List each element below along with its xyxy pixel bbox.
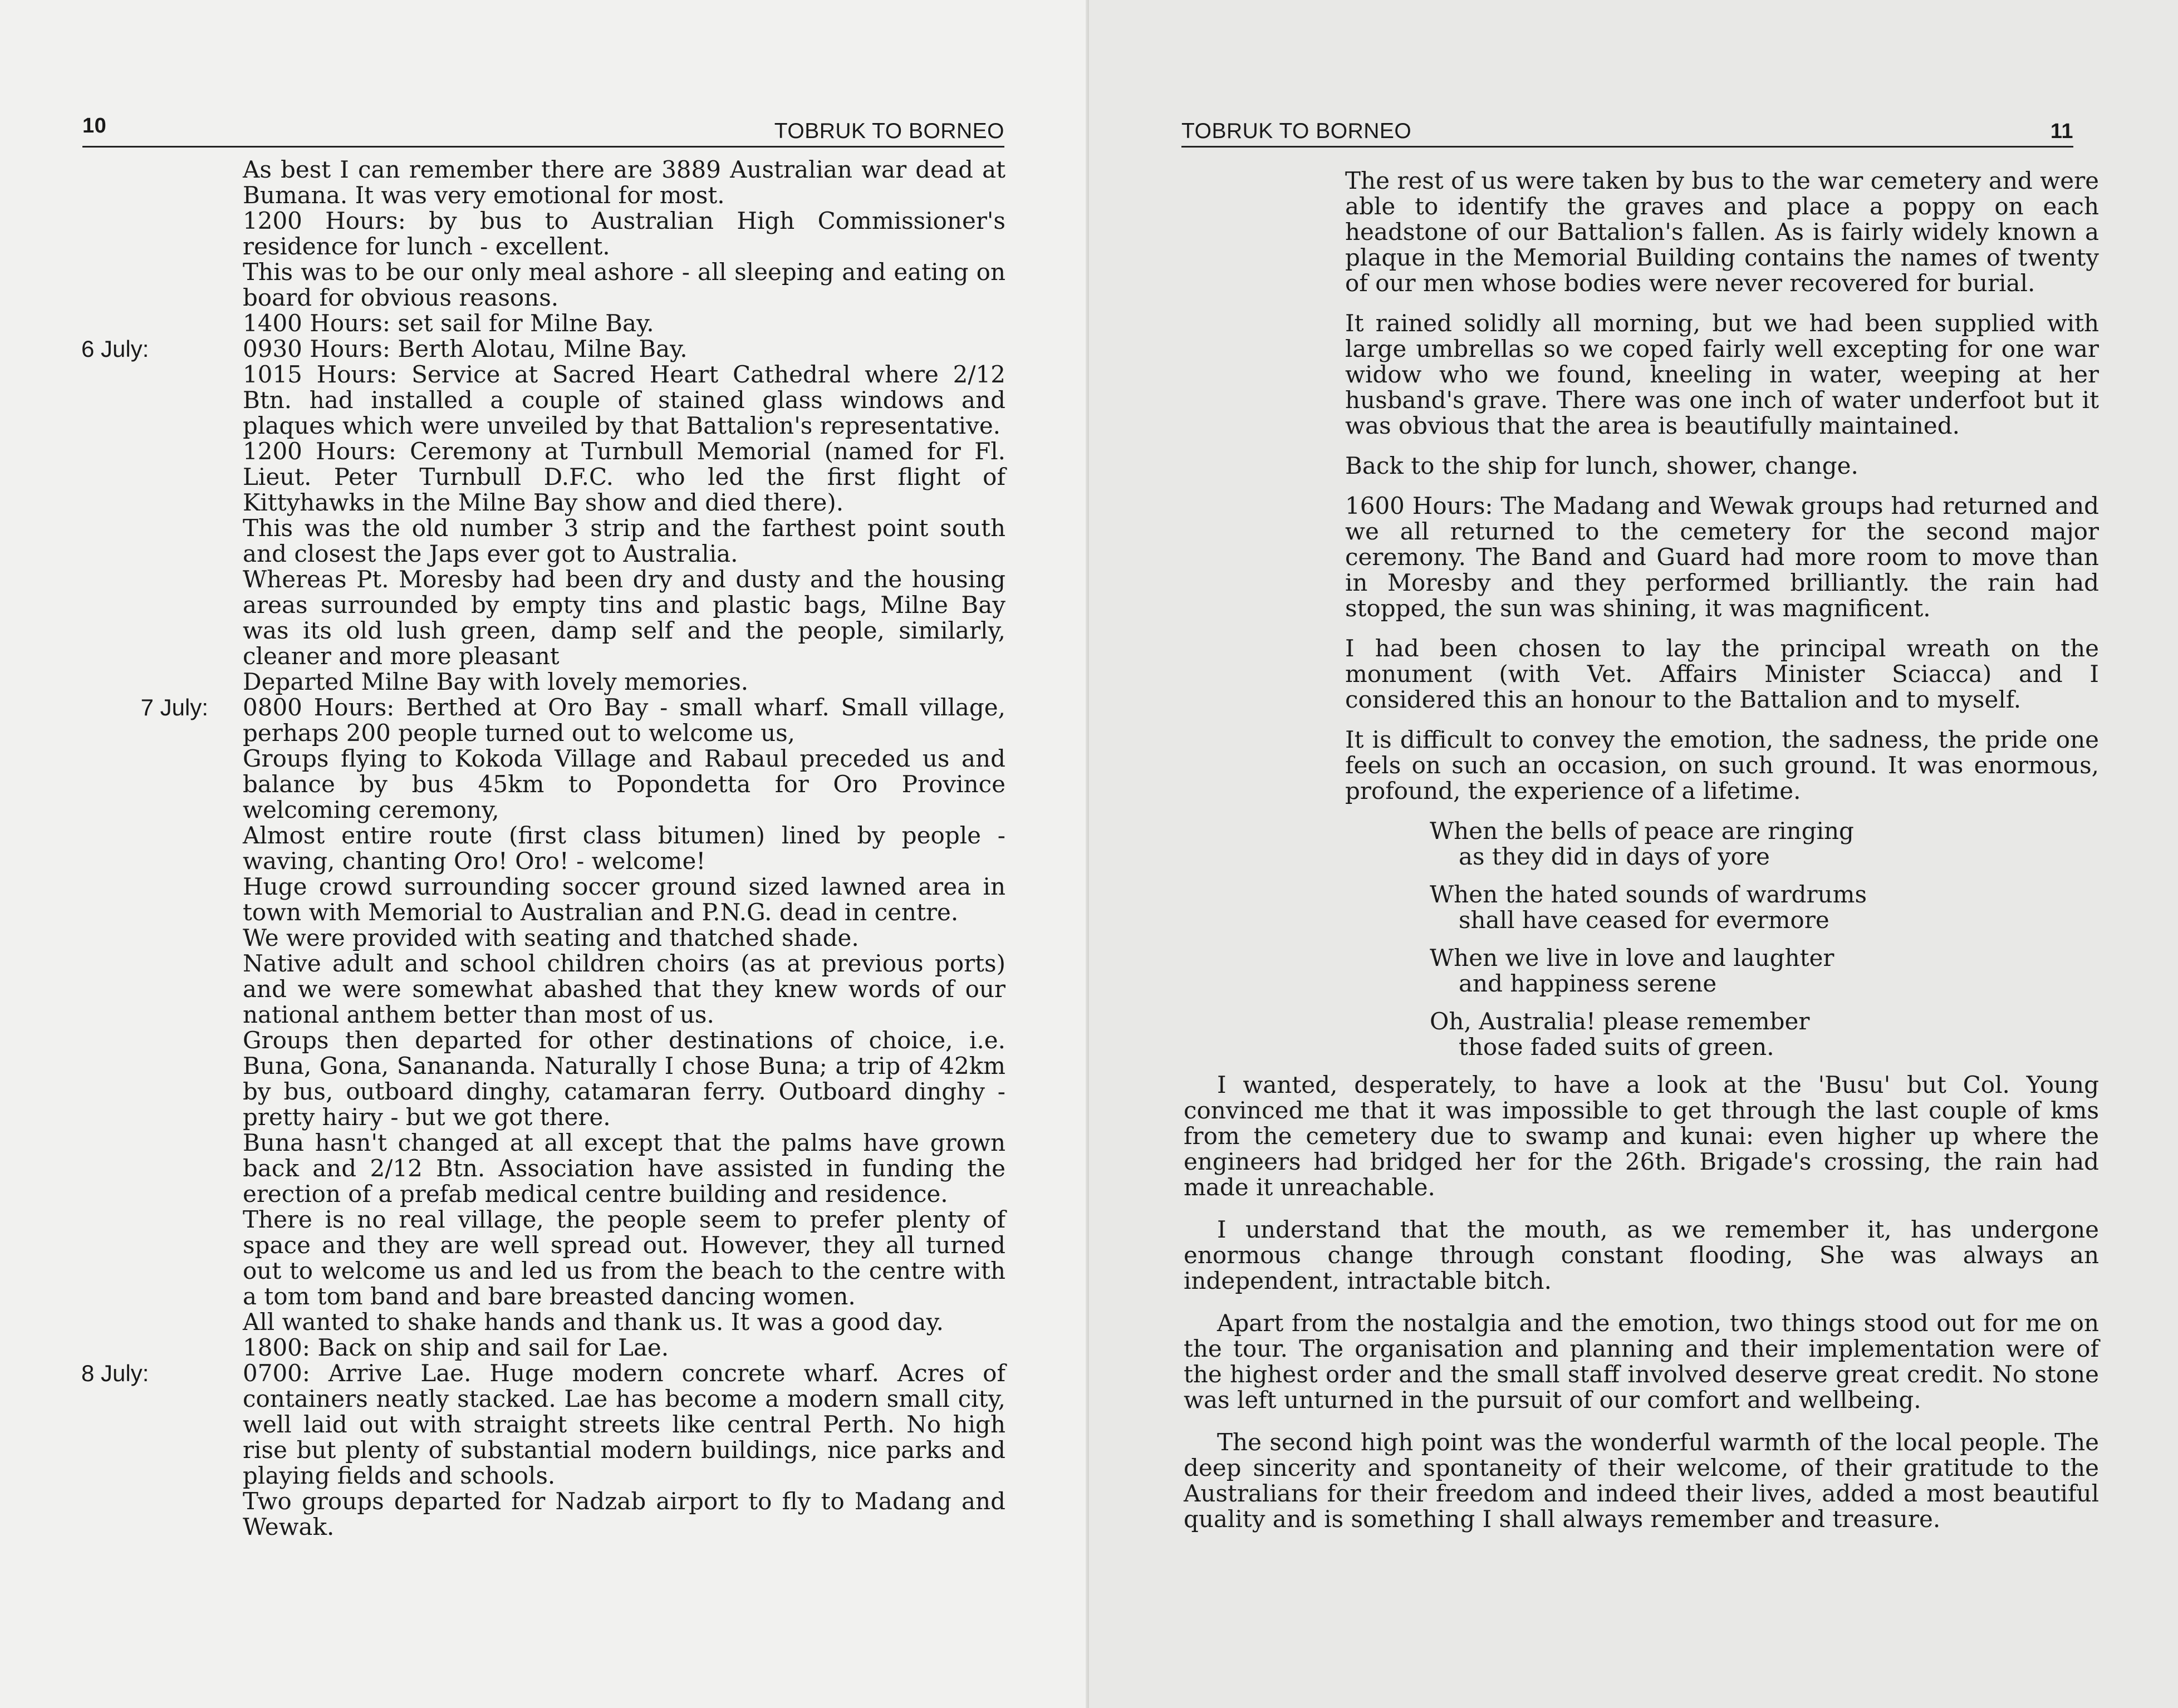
poem-line: When the hated sounds of wardrums: [1430, 881, 1867, 908]
entry-text: Groups flying to Kokoda Village and Rabaul preceded us and balance by bus 45km to Popondetta for Oro Province welcoming ceremony,: [243, 745, 1005, 823]
body-paragraph: I had been chosen to lay the principal wreath on the monument (with Vet. Affairs Minister Sciacca) and I considered this an honour to the Battalion and to myself.: [1345, 635, 2099, 713]
right-page-number: 11: [2050, 120, 2073, 143]
body-paragraph: Back to the ship for lunch, shower, change.: [1345, 452, 1858, 479]
diary-entry: [78, 1335, 1005, 1361]
diary-entry: [78, 311, 1005, 336]
body-paragraph: 1600 Hours: The Madang and Wewak groups had returned and we all returned to the cemetery for the second major ceremony. The Band and Guard had more room to move than in Moresby and they performed brilliantly. the rain had stopped, the sun was shining, it was magnificent.: [1345, 492, 2099, 622]
diary-entry: [78, 925, 1005, 951]
indented-paragraphs: [1345, 168, 2099, 804]
diary-entry: [78, 1489, 1005, 1540]
right-running-head: [1181, 117, 2073, 148]
left-page-body: [78, 157, 1005, 1540]
poem-stanza: [1184, 945, 2099, 997]
entry-text: 0800 Hours: Berthed at Oro Bay - small wharf. Small village, perhaps 200 people turned out to welcome us,: [243, 694, 1005, 747]
diary-entry: [78, 208, 1005, 259]
entry-text: Native adult and school children choirs (as at previous ports) and we were somewhat abashed that they knew words of our national anthem better than most of us.: [243, 950, 1005, 1028]
entry-text: Huge crowd surrounding soccer ground sized lawned area in town with Memorial to Australian and P.N.G. dead in centre.: [243, 873, 1005, 926]
entry-text: Buna hasn't changed at all except that the palms have grown back and 2/12 Btn. Association have assisted in funding the erection of a prefab medical centre building and residence.: [243, 1129, 1005, 1208]
diary-entry: [78, 1361, 1005, 1489]
closing-paragraph: The second high point was the wonderful warmth of the local people. The deep sincerity and spontaneity of their welcome, of their gratitude to the Australians for their freedom and indeed their lives, added a most beautiful quality and is something I shall always remember and treasure.: [1184, 1429, 2099, 1533]
entry-date: 7 July:: [140, 694, 208, 720]
entry-date: 6 July:: [81, 336, 149, 362]
entry-text: 1200 Hours: by bus to Australian High Commissioner's residence for lunch - excellent.: [243, 207, 1005, 260]
entry-text: Groups then departed for other destinations of choice, i.e. Buna, Gona, Sanananda. Naturally I chose Buna; a trip of 42km by bus, outboard dinghy, catamaran ferry. Outboard dinghy - pretty hairy - but we got there.: [243, 1027, 1005, 1131]
diary-entry: [78, 516, 1005, 567]
diary-entry: [78, 823, 1005, 874]
diary-entry: [78, 746, 1005, 823]
diary-entry: [78, 669, 1005, 695]
entry-text: 1400 Hours: set sail for Milne Bay.: [243, 310, 654, 337]
poem-line: as they did in days of yore: [1459, 843, 1770, 870]
diary-entry: [78, 951, 1005, 1028]
diary-entry: [78, 259, 1005, 311]
body-paragraph: It rained solidly all morning, but we had been supplied with large umbrellas so we coped fairly well excepting for one war widow who we found, kneeling in water, weeping at her husband's grave. There was one inch of water underfoot but it was obvious that the area is beautifully maintained.: [1345, 310, 2099, 439]
poem-line: When we live in love and laughter: [1430, 944, 1834, 971]
entry-text: As best I can remember there are 3889 Australian war dead at Bumana. It was very emotional for most.: [243, 156, 1005, 209]
entry-text: This was the old number 3 strip and the farthest point south and closest the Japs ever got to Australia.: [243, 514, 1005, 567]
diary-entry: [78, 1207, 1005, 1309]
entry-text: Whereas Pt. Moresby had been dry and dusty and the housing areas surrounded by empty tins and plastic bags, Milne Bay was its old lush green, damp self and the people, similarly, cleaner and more pleasant: [243, 566, 1005, 670]
entry-text: Two groups departed for Nadzab airport to fly to Madang and Wewak.: [243, 1488, 1005, 1540]
diary-entry: [78, 439, 1005, 516]
closing-paragraph: I wanted, desperately, to have a look at the 'Busu' but Col. Young convinced me that it was impossible to get through the last couple of kms from the cemetery due to swamp and kunai: even higher up where the engineers had bridged her for the 26th. Brigade's crossing, the rain had made it unreachable.: [1184, 1071, 2099, 1201]
entry-text: We were provided with seating and thatched shade.: [243, 924, 859, 951]
right-page-body: [1184, 168, 2099, 1549]
left-page-number: 10: [82, 114, 107, 138]
poem-stanza: [1184, 882, 2099, 933]
poem-line: and happiness serene: [1459, 970, 1717, 997]
diary-entry: [78, 336, 1005, 362]
diary-entry: [78, 1130, 1005, 1207]
diary-entry: [78, 695, 1005, 746]
entry-text: 0700: Arrive Lae. Huge modern concrete wharf. Acres of containers neatly stacked. Lae has become a modern small city, well laid out with straight streets like central Perth. No high rise but plenty of substantial modern buildings, nice parks and playing fields and schools.: [243, 1359, 1005, 1489]
diary-entry: [78, 1028, 1005, 1130]
entry-text: 1800: Back on ship and sail for Lae.: [243, 1334, 669, 1361]
diary-entry: [78, 1309, 1005, 1335]
entry-text: Almost entire route (first class bitumen) lined by people - waving, chanting Oro! Oro! - welcome!: [243, 822, 1005, 875]
poem-stanza: [1184, 818, 2099, 870]
poem-line: those faded suits of green.: [1459, 1033, 1774, 1061]
diary-entry: [78, 874, 1005, 925]
diary-entry: [78, 362, 1005, 439]
left-running-head: [82, 114, 1004, 148]
body-paragraph: It is difficult to convey the emotion, the sadness, the pride one feels on such an occasion, on such ground. It was enormous, profound, the experience of a lifetime.: [1345, 726, 2099, 804]
entry-text: 1015 Hours: Service at Sacred Heart Cathedral where 2/12 Btn. had installed a couple of stained glass windows and plaques which were unveiled by that Battalion's representative.: [243, 361, 1005, 439]
right-running-title: TOBRUK TO BORNEO: [1181, 119, 1412, 143]
entry-text: 0930 Hours: Berth Alotau, Milne Bay.: [243, 335, 688, 362]
entry-date: 8 July:: [81, 1360, 149, 1386]
left-running-title: TOBRUK TO BORNEO: [774, 119, 1004, 143]
entry-text: This was to be our only meal ashore - all sleeping and eating on board for obvious reasons.: [243, 258, 1005, 311]
poem-line: When the bells of peace are ringing: [1430, 817, 1854, 845]
diary-entry: [78, 157, 1005, 208]
diary-entry: [78, 567, 1005, 669]
poem-stanza: [1184, 1009, 2099, 1060]
entry-text: There is no real village, the people seem to prefer plenty of space and they are well spread out. However, they all turned out to welcome us and led us from the beach to the centre with a tom tom band and bare breasted dancing women.: [243, 1206, 1005, 1310]
entry-text: All wanted to shake hands and thank us. It was a good day.: [243, 1308, 944, 1336]
poem-line: Oh, Australia! please remember: [1430, 1008, 1810, 1035]
closing-paragraph: Apart from the nostalgia and the emotion, two things stood out for me on the tour. The organisation and planning and their implementation were of the highest order and the small staff involved deserve great credit. No stone was left unturned in the pursuit of our comfort and wellbeing.: [1184, 1309, 2099, 1413]
closing-paragraph: I understand that the mouth, as we remember it, has undergone enormous change through constant flooding, She was always an independent, intractable bitch.: [1184, 1216, 2099, 1294]
entry-text: 1200 Hours: Ceremony at Turnbull Memorial (named for Fl. Lieut. Peter Turnbull D.F.C. who led the first flight of Kittyhawks in the Milne Bay show and died there).: [243, 438, 1005, 516]
poem-line: shall have ceased for evermore: [1459, 906, 1829, 934]
entry-text: Departed Milne Bay with lovely memories.: [243, 668, 749, 695]
body-paragraph: The rest of us were taken by bus to the war cemetery and were able to identify the graves and place a poppy on each headstone of our Battalion's fallen. As is fairly widely known a plaque in the Memorial Building contains the names of twenty of our men whose bodies were never recovered for burial.: [1345, 167, 2099, 297]
